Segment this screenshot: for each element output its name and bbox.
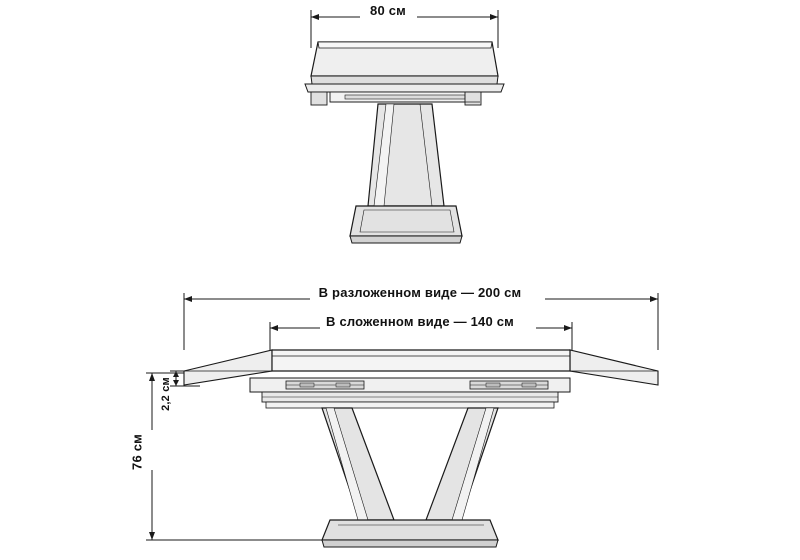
dimension-label-height: 76 см <box>129 434 145 470</box>
v-legs <box>322 408 498 520</box>
leaf-right <box>570 350 658 385</box>
tabletop-side <box>272 350 570 371</box>
top-view-group <box>305 10 504 243</box>
pedestal-base <box>350 206 462 243</box>
apron-mechanism-front <box>305 84 504 105</box>
dimension-label-folded: В сложенном виде — 140 см <box>326 314 514 329</box>
dimension-label-thickness: 2,2 см <box>160 377 172 411</box>
base-plate-side <box>322 520 498 547</box>
dimension-label-top-width: 80 см <box>370 3 406 18</box>
dimension-label-extended: В разложенном виде — 200 см <box>318 285 522 300</box>
tabletop-front <box>311 42 498 84</box>
pedestal-column <box>368 104 444 206</box>
extension-mechanism <box>250 378 570 408</box>
side-view-group <box>146 293 658 547</box>
